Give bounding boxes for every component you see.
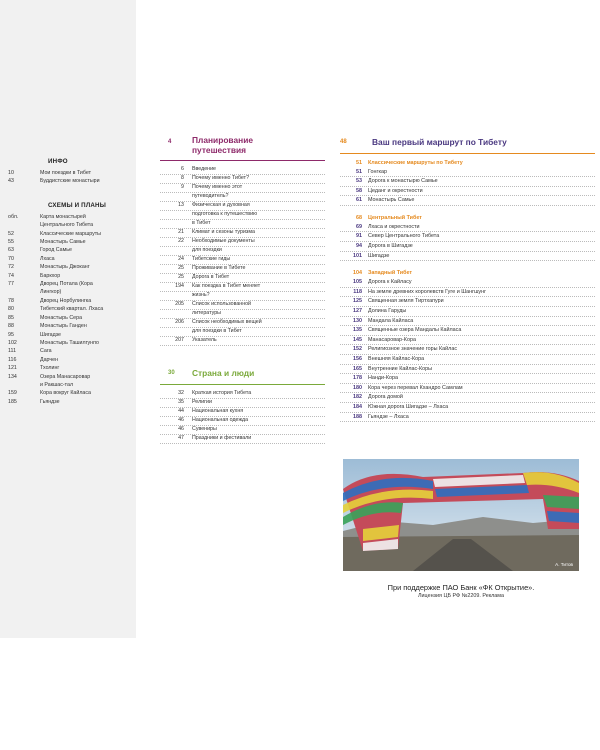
toc-entry [340,317,595,327]
page-number: 121 [8,365,17,372]
page-number: 111 [8,348,17,355]
chapter-title: Ваш первый маршрут по Тибету [372,137,507,147]
page-number [8,288,40,296]
page-number: 135 [353,327,362,334]
entry-title: Лхаса [40,255,55,262]
chapter-route-header [340,136,595,154]
toc-entry [8,331,134,339]
page-number: 51 [356,168,362,175]
entry-title: Нанди-Кора [368,375,398,382]
toc-entry [340,336,595,346]
page-number: обл. [8,213,19,220]
page-number: 46 [178,416,184,423]
entry-title: Внутренние Кайлас-Коры [368,365,432,372]
entry-title: Необходимые документы [192,238,255,245]
entry-title: Климат и сезоны туризма [192,229,255,236]
page-number: 80 [8,306,14,313]
info-list [8,169,134,186]
entry-title: Лхаса и окрестности [368,223,420,230]
page-number: 152 [353,346,362,353]
toc-entry [340,196,595,206]
toc-entry [8,389,134,397]
chapter-title-line-2: путешествия [192,144,247,155]
toc-entry [340,393,595,403]
toc-entry [160,175,325,184]
left-index [8,158,134,406]
toc-entry [340,177,595,187]
entry-title: Внешняя Кайлас-Кора [368,356,425,362]
entry-title: путеводитель? [192,193,229,200]
entry-title: жизнь? [192,292,210,299]
page-number: 44 [178,407,184,414]
page-number: 102 [8,339,17,346]
subsection-central-header [340,214,595,223]
entry-title: Национальная кухня [192,407,244,414]
toc-entry [160,193,325,202]
toc-entry [8,373,134,381]
toc-entry [8,221,134,229]
entry-title: для поездки [192,247,222,254]
chapter-number: 48 [340,139,347,145]
page-number: 9 [181,184,184,191]
toc-entry [160,202,325,211]
entry-title: Проживание в Тибете [192,265,246,272]
toc-entry [160,220,325,229]
page-number: 188 [353,413,362,420]
subsection-western-list [340,278,595,422]
page-number [160,220,192,227]
toc-entry [8,339,134,347]
page-number: 21 [178,229,184,236]
chapter-number: 4 [168,139,172,145]
subsection-title: Классические маршруты по Тибету [368,159,463,166]
page-number [160,292,192,299]
page-number: 47 [178,434,184,441]
subsection-number: 68 [356,214,362,221]
page-number: 58 [356,187,362,194]
subsection-classic-list [340,168,595,206]
subsection-western-header [340,269,595,278]
entry-title: Физическая и духовная [192,202,250,209]
entry-title: Монастырь Самье [40,239,86,246]
toc-entry [8,305,134,313]
toc-entry [340,288,595,298]
entry-title: Классические маршруты [40,230,101,237]
page-number: 205 [175,301,184,308]
page-number: 78 [8,297,14,304]
entry-title: литературы [192,310,221,317]
sponsor-line-1: При поддержке ПАО Банк «ФК Открытие». [387,583,535,592]
entry-title: Религии [192,398,212,405]
entry-title: Город Самье [40,247,72,254]
toc-entry [8,288,134,296]
chapter-country-header [160,367,325,385]
entry-title: Дорога в Шигадзе [368,243,413,250]
toc-entry [8,347,134,355]
toc-entry [160,265,325,274]
entry-title: Священные озера Мандалы Кайласа [368,327,462,334]
page-number: 85 [8,314,14,321]
sponsor-note [343,583,579,599]
entry-title: Южная дорога Шигадзе – Лхаса [368,403,449,410]
entry-title: Монастырь Сера [40,314,83,321]
toc-entry [160,399,325,408]
toc-middle-column [160,136,325,444]
page-number: 69 [356,223,362,230]
entry-title: Список необходимых вещей [192,319,262,326]
page-number: 55 [8,239,14,246]
prayer-flags-photo [343,459,579,571]
toc-entry [8,169,134,177]
page-number: 22 [178,238,184,245]
page-number: 32 [178,389,184,396]
toc-entry [340,168,595,178]
entry-title: Цеданг и окрестности [368,187,423,194]
page-number: 53 [356,178,362,185]
page-number: 61 [356,197,362,204]
toc-entry [340,365,595,375]
entry-title: Праздники и фестивали [192,434,252,441]
entry-title: Тхолинг [40,365,60,372]
toc-entry [160,417,325,426]
page-number [160,328,192,335]
entry-title: подготовка к путешествию [192,211,258,218]
chapter-planning-list [160,166,325,346]
toc-right-column [340,136,595,422]
toc-entry [160,301,325,310]
page-number: 116 [8,356,17,363]
page-number: 156 [353,356,362,362]
subsection-number: 51 [356,159,362,166]
entry-title: Долина Гаруды [368,308,407,315]
entry-title: Дорога домой [368,394,403,401]
toc-entry [340,252,595,262]
toc-entry [8,255,134,263]
entry-title: Дорога в Тибет [192,274,230,281]
entry-title: Указатель [192,337,217,344]
toc-entry [160,426,325,435]
page-number: 6 [181,166,184,173]
entry-title: Тибетские гиды [192,256,231,263]
toc-entry [160,238,325,247]
entry-title: Монастырь Джоканг [40,264,90,271]
page-number: 25 [178,265,184,272]
toc-entry [8,263,134,271]
entry-title: Введение [192,166,216,173]
entry-title: Монастырь Самье [368,197,415,204]
toc-entry [340,345,595,355]
page-number: 43 [8,178,14,185]
entry-title: Монастырь Ташилгунпо [40,339,99,346]
page-number: 94 [356,243,362,250]
toc-entry [160,184,325,193]
page-number: 101 [353,252,362,259]
page-number: 8 [181,175,184,182]
toc-entry [340,403,595,413]
entry-title: Дарчен [40,356,58,363]
toc-entry [8,230,134,238]
entry-title: и Ракшас-тал [40,381,74,388]
page-number: 130 [353,317,362,324]
page-number [8,221,40,229]
entry-title: Монастырь Ганден [40,323,87,330]
page-number: 63 [8,247,14,254]
toc-entry [8,238,134,246]
toc-entry [8,381,134,389]
toc-entry [8,364,134,372]
subsection-classic-header [340,159,595,168]
entry-title: Священная земля Тиртхапури [368,298,444,305]
page-number: 46 [178,425,184,432]
chapter-planning-header [160,136,325,161]
toc-entry [340,187,595,197]
page-number: 127 [353,308,362,315]
entry-title: Сувениры [192,425,217,432]
entry-title: Озера Манасаровар [40,373,91,380]
page-number: 159 [8,390,17,397]
entry-title: Буддистские монастыри [40,178,100,185]
toc-entry [340,278,595,288]
toc-entry [340,223,595,233]
chapter-number: 30 [168,370,175,376]
toc-entry [160,390,325,399]
toc-entry [160,283,325,292]
page-number: 74 [8,272,14,279]
page-number: 185 [8,398,17,405]
chapter-title [192,136,253,155]
entry-title: Тибетский квартал. Лхаса [40,306,104,313]
entry-title: Лингкор) [40,289,62,296]
info-heading: ИНФО [48,158,68,165]
entry-title: Мои поездки в Тибет [40,170,92,176]
chapter-title: Страна и люди [192,368,255,378]
toc-entry [340,326,595,336]
entry-title: Шигадзе [368,252,390,259]
page-number [8,381,40,389]
toc-entry [8,246,134,254]
entry-title: Гьяндзе – Лхаса [368,413,409,420]
page-number: 88 [8,323,14,330]
toc-entry [160,408,325,417]
entry-title: Кора вокруг Кайласа [40,390,91,397]
subsection-number: 104 [353,270,362,277]
page-number: 70 [8,255,14,262]
toc-entry [160,229,325,238]
subsection-central-list [340,223,595,261]
page-number: 35 [178,398,184,405]
page-number: 165 [353,365,362,372]
entry-title: Краткая история Тибета [192,389,252,396]
page-number: 125 [353,298,362,305]
toc-entry [8,280,134,288]
page-number: 91 [356,233,362,240]
toc-entry [160,247,325,256]
entry-title: Манасаровар-Кора [368,336,416,343]
toc-entry [160,328,325,337]
entry-title: Центрального Тибета [40,222,94,229]
photo-credit: А. Титов [555,562,573,567]
toc-entry [160,256,325,265]
toc-entry [340,242,595,252]
page-number: 134 [8,373,17,380]
toc-entry [160,166,325,175]
page-number: 206 [175,319,184,326]
entry-title: Гьяндзе [40,398,60,405]
entry-title: Кора через перевал Кхандро Самлам [368,384,463,391]
page-number: 178 [353,375,362,382]
entry-title: Дворец Потала (Кора [40,281,93,288]
toc-entry [160,310,325,319]
page-number: 13 [178,202,184,209]
toc-entry [340,374,595,384]
prayer-flags-illustration [343,459,579,571]
toc-entry [340,307,595,317]
page-number: 105 [353,279,362,286]
toc-entry [8,314,134,322]
entry-title: Как поездка в Тибет меняет [192,283,261,290]
toc-entry [340,297,595,307]
toc-entry [160,211,325,220]
page-number: 145 [353,336,362,343]
subsection-title: Западный Тибет [368,270,413,277]
entry-title: для поездки в Тибет [192,328,242,335]
entry-title: Дорога к Кайласу [368,279,412,286]
subsection-title: Центральный Тибет [368,214,422,221]
page-number: 180 [353,384,362,391]
entry-title: Список использованной [192,301,252,308]
page-number: 10 [8,170,14,176]
page-number: 95 [8,331,14,338]
entry-title: Сага [40,348,52,355]
page-number: 207 [175,337,184,344]
entry-title: Дорога к монастырю Самье [368,178,438,185]
toc-entry [160,337,325,346]
entry-title: Национальная одежда [192,416,249,423]
page-number: 184 [353,403,362,410]
entry-title: Карта монастырей [40,213,86,220]
toc-entry [8,297,134,305]
page-number [160,193,192,200]
entry-title: Мандала Кайласа [368,317,414,324]
toc-entry [340,232,595,242]
toc-entry [8,177,134,185]
entry-title: Почему именно Тибет? [192,175,250,182]
toc-entry [340,413,595,423]
entry-title: Дворец Норбулингка [40,297,92,304]
maps-heading: СХЕМЫ И ПЛАНЫ [48,201,106,209]
page-number: 52 [8,230,14,237]
page-number [160,310,192,317]
sponsor-line-2: Лицензия ЦБ РФ №2209. Реклама [418,593,504,599]
page-number: 25 [178,274,184,281]
toc-entry [8,356,134,364]
chapter-country-list [160,390,325,444]
chapter-title-line-1: Планирование [192,135,253,145]
entry-title: Религиозное значение горы Кайлас [368,346,458,353]
toc-entry [8,322,134,330]
toc-entry [8,272,134,280]
entry-title: Север Центрального Тибета [368,233,440,240]
entry-title: Почему именно этот [192,184,243,191]
maps-list [8,213,134,406]
page-number: 77 [8,281,14,288]
page-number: 24 [178,256,184,263]
toc-entry [8,398,134,406]
toc-entry [340,355,595,365]
page-number: 118 [353,288,362,295]
toc-entry [160,292,325,301]
toc-entry [8,213,134,221]
toc-entry [160,435,325,444]
entry-title: Шигадзе [40,331,61,338]
entry-title: На земле древних королевств Гуге и Шангшунг [368,288,487,295]
page-number [160,211,192,218]
toc-entry [160,274,325,283]
entry-title: в Тибет [192,220,211,227]
entry-title: Баркхор [40,272,61,279]
page-number: 182 [353,394,362,401]
toc-entry [160,319,325,328]
page-number: 194 [175,283,184,290]
page-number: 72 [8,264,14,271]
toc-entry [340,384,595,394]
entry-title: Гонгкар [368,168,387,175]
page-number [160,247,192,254]
